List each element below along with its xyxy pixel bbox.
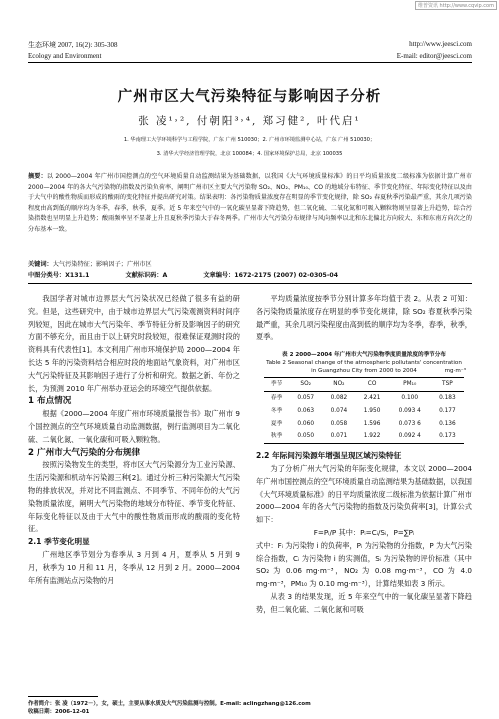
section-1-text: 根据《2000—2004 年度广州市环境质量报告书》取广州市 9 个国控测点的空气环境质量自动监测数据，例行监测项目为二氧化硫、二氧化氮、一氧化碳和可吸入颗粒物。 [28, 409, 240, 444]
section-2-1-heading: 2.1 季节变化明显 [28, 537, 90, 547]
keywords-label: 关键词： [28, 261, 53, 268]
table-cell: 0.136 [439, 420, 456, 427]
table-header-cell: TSP [442, 381, 453, 388]
watermark: 维普资讯 http://www.cqvip.com [415, 1, 497, 10]
authors: 张 凌¹˒², 付朝阳³˒⁴, 郑习健², 叶代启¹ [138, 115, 361, 127]
table-caption-cn: 表 2 2000—2004 年广州市大气污染物季度质量浓度的季节分布 [282, 352, 446, 359]
table-cell: 0.073 6 [398, 420, 421, 427]
formula: F=Pᵢ/P 其中：Pᵢ=Cᵢ/Sᵢ，P=∑Pᵢ [313, 527, 415, 537]
affiliation-line-2: 3. 清华大学经济管理学院，北京 100084；4. 国家环境保护总局，北京 100035 [156, 151, 343, 157]
table-cell: 0.060 [297, 420, 315, 427]
right-paragraph-1: 平均质量浓度按季节分别计算多年均值于表 2。从表 2 可知：各污染物质量浓度存在明显的季节变化规律，除 SO₂ 春夏秋季污染最严重，其余几项污染程度由高到低的顺序均为冬季，春季，秋季，夏季。 [256, 294, 472, 342]
footnote-author: 作者简介：张 凌（1972－），女，硕士，主要从事水质及大气污染监测与控制。E-mail: aclingzhang@126.com [28, 701, 311, 707]
table-cell: 0.183 [439, 394, 456, 401]
table-cell: 0.063 [297, 407, 315, 414]
table-cell: 0.058 [330, 420, 348, 427]
table-header-cell: NO₂ [333, 381, 345, 388]
formula-explanation: 式中：Fᵢ 为污染物 i 的负荷率，Pᵢ 为污染物的分指数，P 为大气污染综合指数，Cᵢ 为污染物 i 的实测值，Sᵢ 为污染物的评价标准（其中 SO₂ 为 0.06 mg·m⁻³，NO₂ 为 0.08 mg·m⁻³，CO 为 4.0 mg·m⁻³，PM₁₀ 为 0.10 mg·m⁻³），计算结果如表 3 所示。 [256, 540, 472, 589]
table-cell: 1.922 [363, 433, 381, 440]
table-row [264, 418, 464, 431]
table-unit: mg·m⁻³ [444, 368, 466, 375]
header-rule [28, 62, 472, 63]
section-2-2-text: 为了分析广州大气污染的年际变化规律，本文以 2000—2004 年广州市国控测点的空气环境质量自动监测结果为基础数据，以我国《大气环境质量标准》的日平均质量浓度二级标准为依据计算广州市 2000—2004 年的各大气污染物的指数及污染负荷率[3]，计算公式如下： [256, 463, 472, 525]
journal-citation: 生态环境 2007, 16(2): 305-308 [28, 41, 118, 49]
footnote-rule [28, 696, 98, 697]
table-cell: 0.050 [297, 433, 315, 440]
table-cell: 1.596 [363, 420, 381, 427]
right-paragraph-end: 从表 3 的结果发现，近 5 年来空气中的一氧化碳呈显著下降趋势，但二氧化硫、二氧化氮和可吸 [256, 591, 472, 614]
table-header-cell: SO₂ [300, 381, 311, 388]
table-caption-en-2 [256, 367, 472, 375]
abstract-text: 以 2000—2004 年广州市国控测点的空气环境质量自动监测结果为基础数据，以我国《大气环境质量标准》的日平均质量浓度二级标准为依据计算广州市 2000—2004 年的各大气污染物的指数及污染负荷率，阐明广州市区主要大气污染物 SO₂、NO₂、PM₁₀、CO 的地域分布特征、季节变化特征、年际变化特征以及由于大气中的酸性物质而形成的酸雨的变化特征并提出研究对策。结果表明：各污染物质量浓度存在明显的季节变化规律，除 SO₂ 春夏秋季污染最严重，其余几项污染程度由高到低的顺序均为冬季，春季，秋季，夏季。近 5 年来空气中的一氧化碳呈显著下降趋势，但二氧化硫、二氧化氮和可吸入颗粒物则呈显著上升趋势，综合污染指数也呈明显上升趋势；酸雨频率呈不显著上升且夏秋季污染大于春冬两季。广州市大气污染分布规律与风向频率以北和东北偏北方向较大、东和东南方向次之的分布基本一致。 [28, 173, 473, 233]
table-cell: 0.082 [330, 394, 348, 401]
journal-url[interactable]: http://www.jeesci.com [409, 40, 472, 48]
table-caption-en-2-text: in Guangzhou City from 2000 to 2004 [311, 368, 417, 375]
table-cell: 0.093 4 [398, 407, 421, 414]
table-cell: 夏季 [270, 420, 283, 427]
table-cell: 0.177 [439, 407, 456, 414]
keywords-text: 大气污染特征；影响因子；广州市区 [52, 261, 152, 268]
table-cell: 秋季 [270, 433, 283, 440]
section-2-2-heading: 2.2 年际间污染源年增强呈现区域污染特征 [256, 451, 402, 461]
article-number: 文章编号：1672-2175 (2007) 02-0305-04 [203, 272, 339, 279]
classification-line [28, 270, 472, 279]
abstract-label: 摘要： [28, 173, 47, 180]
table-cell: 冬季 [270, 407, 283, 414]
footnote-received: 收稿日期：2006-12-01 [28, 709, 90, 715]
table-cell: 0.057 [297, 394, 315, 401]
section-2-text: 按照污染物发生的类型，将市区大气污染源分为工业污染源、生活污染源和机动车污染源三种[2]。通过分析三种污染源大气污染物的排放状况，并对比不同监测点、不同季节、不同年份的大气污染物质量浓度，阐明大气污染物的地域分布特征、季节变化特征、年际变化特征以及由于大气中的酸性物质而形成的酸雨的变化特征。 [28, 460, 240, 534]
table-header-cell: 季节 [270, 381, 283, 388]
table-row [264, 430, 464, 443]
section-2-1-text: 广州地区季节划分为春季从 3 月到 4 月，夏季从 5 月到 9 月，秋季为 10 月和 11 月，冬季从 12 月到 2 月。2000—2004 年所有监测站点污染物的月 [28, 549, 240, 585]
table-caption-en-1: Table 2 Seasonal change of the atmospheric pollutants' concentration [266, 360, 462, 367]
table-seasonal [264, 377, 464, 444]
left-column [28, 293, 240, 587]
table-cell: 春季 [270, 394, 283, 401]
table-header-cell: CO [367, 381, 377, 388]
right-column [256, 293, 472, 617]
table-2 [256, 351, 472, 444]
journal-name-en: Ecology and Environment [28, 52, 102, 60]
table-cell: 1.950 [363, 407, 381, 414]
table-cell: 0.173 [439, 433, 456, 440]
journal-email[interactable]: E-mail: editor@jeesci.com [396, 52, 472, 60]
clc-number: 中图分类号：X131.1 [28, 272, 90, 279]
table-cell: 0.071 [330, 433, 348, 440]
document-code: 文献标识码：A [125, 272, 168, 279]
table-row [264, 405, 464, 418]
section-1-heading: 1 布点情况 [28, 396, 72, 407]
table-cell: 0.074 [330, 407, 348, 414]
table-header-cell: PM₁₀ [403, 381, 417, 388]
abstract [28, 172, 472, 236]
paper-title: 广州市区大气污染特征与影响因子分析 [117, 89, 382, 105]
table-cell: 0.100 [401, 394, 419, 401]
table-cell: 0.092 4 [398, 433, 421, 440]
affiliation-line-1: 1. 华南理工大学环境科学与工程学院，广东 广州 510030；2. 广州市环境监测中心站，广东 广州 510030； [123, 137, 376, 143]
footnote [28, 700, 311, 716]
section-2-heading: 2 广州市大气污染的分布规律 [28, 447, 141, 458]
intro-paragraph: 我国学者对城市边界层大气污染状况已经做了很多有益的研究。但是，这些研究中，由于城市边界层大气污染观测资料时间序列较短，因此在城市大气污染年、季节特征分析及影响因子的研究方面不够充分，而且由于以上研究时段较短，很难保证观测时段的资料具有代表性[1]。本文利用广州市环境保护局 2000—2004 年长达 5 年的污染资料结合相应时段的地面站气象资料，对广州市区大气污染特征及其影响因子进行了分析和研究。数据之新、年份之长，为预测 2010 年广州举办亚运会的环境空气提供依据。 [28, 294, 240, 393]
keywords [28, 259, 152, 268]
table-cell: 2.421 [363, 394, 381, 401]
abstract-rule [28, 283, 472, 284]
table-row [264, 391, 464, 404]
